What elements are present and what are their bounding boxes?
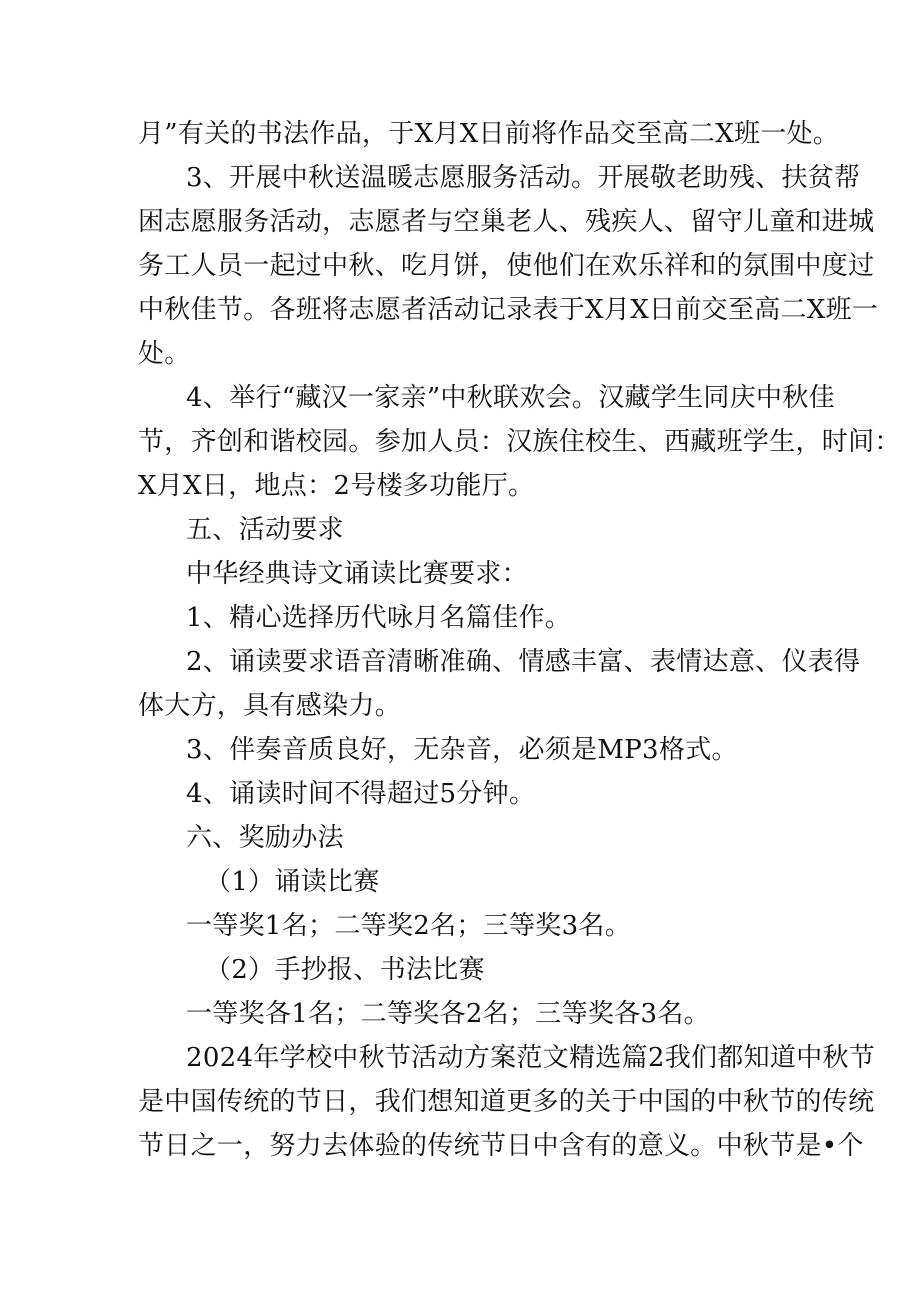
text-line: 4、诵读时间不得超过5分钟。: [186, 779, 536, 809]
text-line: 一等奖1名；二等奖2名；三等奖3名。: [186, 911, 632, 941]
text-line: 4、举行“藏汉一家亲”中秋联欢会。汉藏学生同庆中秋佳: [186, 383, 835, 413]
text-line: 中秋佳节。各班将志愿者活动记录表于X月X日前交至高二X班一: [138, 295, 879, 325]
subsection-heading: （2）手抄报、书法比赛: [205, 955, 485, 985]
text-line: 月”有关的书法作品，于X月X日前将作品交至高二X班一处。: [138, 119, 840, 149]
text-line: 2、诵读要求语音清晰准确、情感丰富、表情达意、仪表得: [186, 647, 861, 677]
section-heading: 六、奖励办法: [186, 823, 344, 853]
text-line: 1、精心选择历代咏月名篇佳作。: [186, 603, 572, 633]
text-line: 中华经典诗文诵读比赛要求：: [186, 559, 528, 589]
text-line: 务工人员一起过中秋、吃月饼，使他们在欢乐祥和的氛围中度过: [138, 251, 875, 281]
text-line: 一等奖各1名；二等奖各2名；三等奖各3名。: [186, 999, 710, 1029]
subsection-heading: （1）诵读比赛: [205, 867, 380, 897]
text-line: X月X日，地点：2号楼多功能厅。: [138, 471, 535, 501]
text-line: 体大方，具有感染力。: [138, 691, 402, 721]
text-line: 节，齐创和谐校园。参加人员：汉族住校生、西藏班学生，时间：: [138, 427, 901, 457]
text-line: 3、伴奏音质良好，无杂音，必须是MP3格式。: [186, 735, 738, 765]
text-line: 2024年学校中秋节活动方案范文精选篇2我们都知道中秋节: [186, 1043, 876, 1073]
text-line: 节日之一，努力去体验的传统节日中含有的意义。中秋节是•个: [138, 1131, 864, 1161]
text-line: 处。: [138, 339, 191, 369]
section-heading: 五、活动要求: [186, 515, 344, 545]
text-line: 3、开展中秋送温暖志愿服务活动。开展敬老助残、扶贫帮: [186, 163, 861, 193]
text-line: 困志愿服务活动，志愿者与空巢老人、残疾人、留守儿童和进城: [138, 207, 875, 237]
text-line: 是中国传统的节日，我们想知道更多的关于中国的中秋节的传统: [138, 1087, 875, 1117]
